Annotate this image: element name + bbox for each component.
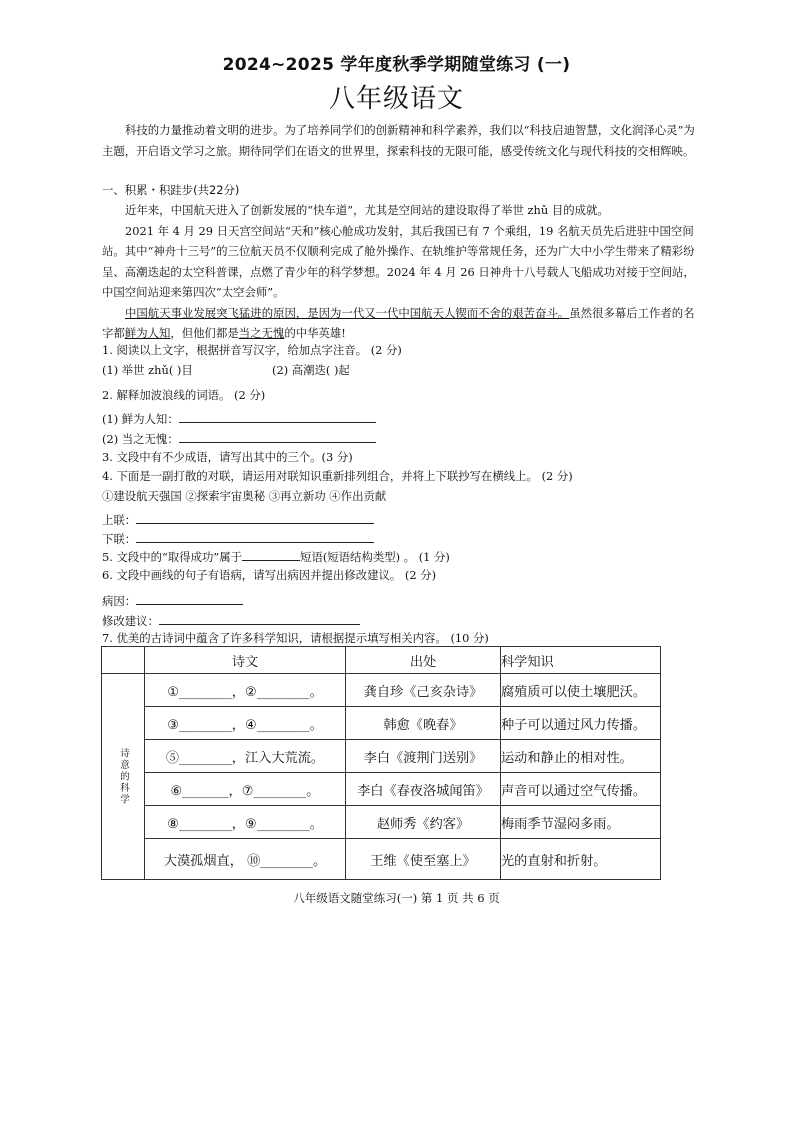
source-cell: 韩愈《晚春》 bbox=[346, 707, 501, 740]
science-cell: 梅雨季节湿闷多雨。 bbox=[501, 806, 661, 839]
poem-cell[interactable]: ⑥_______，⑦________。 bbox=[145, 773, 346, 806]
q5-text-b: 短语(短语结构类型) 。 (1 分) bbox=[300, 550, 450, 564]
q4-upper-label: 上联： bbox=[102, 513, 137, 527]
intro-paragraph bbox=[102, 120, 697, 161]
table-row bbox=[102, 740, 661, 773]
header-poem: 诗文 bbox=[145, 647, 346, 674]
question-5 bbox=[102, 547, 450, 566]
q1-item-1[interactable]: (1) 举世 zhǔ( )目 bbox=[102, 363, 193, 377]
header-science: 科学知识 bbox=[501, 647, 661, 674]
answer-blank[interactable] bbox=[179, 409, 376, 423]
table-corner-cell bbox=[102, 647, 145, 674]
passage-p3-text-b: ，但他们都是 bbox=[170, 326, 239, 340]
q2-item-1-label: (1) 鲜为人知： bbox=[102, 412, 179, 426]
poem-cell[interactable]: ⑧________，⑨________。 bbox=[145, 806, 346, 839]
question-1: 1. 阅读以上文字，根据拼音写汉字，给加点字注音。 (2 分) bbox=[102, 343, 402, 357]
q4-lower-label: 下联： bbox=[102, 532, 137, 546]
source-cell: 龚自珍《己亥杂诗》 bbox=[346, 674, 501, 707]
source-cell: 赵师秀《约客》 bbox=[346, 806, 501, 839]
question-3: 3. 文段中有不少成语，请写出其中的三个。(3 分) bbox=[102, 450, 353, 464]
science-cell: 腐殖质可以使土壤肥沃。 bbox=[501, 674, 661, 707]
poem-cell[interactable]: ③________，④________。 bbox=[145, 707, 346, 740]
wavy-word-1: 鲜为人知 bbox=[124, 326, 171, 340]
q5-text-a: 5. 文段中的“取得成功”属于 bbox=[102, 550, 243, 564]
table-row bbox=[102, 806, 661, 839]
science-cell: 种子可以通过风力传播。 bbox=[501, 707, 661, 740]
passage-p3-text-a: 虽然很多幕后工作者的名字都 bbox=[102, 305, 695, 340]
source-cell: 李白《春夜洛城闻笛》 bbox=[346, 773, 501, 806]
table-row bbox=[102, 674, 661, 707]
table-row bbox=[102, 773, 661, 806]
answer-blank[interactable] bbox=[136, 529, 374, 543]
exam-title: 2024~2025 学年度秋季学期随堂练习 (一) bbox=[222, 55, 571, 75]
intro-text: 科技的力量推动着文明的进步。为了培养同学们的创新精神和科学素养，我们以“科技启迪智慧，文化润泽心灵”为主题，开启语文学习之旅。期待同学们在语文的世界里，探索科技的无限可能，感受传统文化与现代科技的交相辉映。 bbox=[102, 123, 695, 158]
wavy-word-2: 当之无愧 bbox=[238, 326, 285, 340]
passage-p1: 近年来，中国航天进入了创新发展的“快车道”，尤其是空间站的建设取得了举世 zhǔ 目的成就。 bbox=[125, 203, 609, 217]
header-source: 出处 bbox=[346, 647, 501, 674]
passage-p2: 2021 年 4 月 29 日天宫空间站“天和”核心舱成功发射，其后我国已有 7 个乘组，19 名航天员先后进驻中国空间站。其中“神舟十三号”的三位航天员不仅顺利完成了舱外操作、在轨维护等常规任务，还为广大中小学生带来了精彩纷呈、高潮迭起的太空科普课，点燃了青少年的科学梦想。2024 年 4 月 26 日神舟十八号载人飞船成功对接于空间站，中国空间站迎来第四次“太空会师”。 bbox=[102, 223, 695, 299]
page-footer: 八年级语文随堂练习(一) 第 1 页 共 6 页 bbox=[293, 891, 500, 905]
table-side-label: 诗意的科学 bbox=[118, 747, 129, 806]
q6-cause-line bbox=[102, 591, 243, 610]
poem-cell[interactable]: ⑤________，江入大荒流。 bbox=[145, 740, 346, 773]
passage-p3 bbox=[102, 303, 697, 344]
q1-item-2[interactable]: (2) 高潮迭( )起 bbox=[272, 363, 350, 377]
q6-fix-label: 修改建议： bbox=[102, 614, 159, 628]
question-2: 2. 解释加波浪线的词语。 (2 分) bbox=[102, 388, 266, 402]
q2-item-2 bbox=[102, 429, 376, 448]
poem-cell[interactable]: ①________，②________。 bbox=[145, 674, 346, 707]
answer-blank[interactable] bbox=[179, 429, 376, 443]
table-row bbox=[102, 707, 661, 740]
table-side-label-cell bbox=[102, 674, 145, 880]
q2-item-1 bbox=[102, 409, 376, 428]
question-7: 7. 优美的古诗词中蕴含了许多科学知识，请根据提示填写相关内容。 (10 分) bbox=[102, 631, 489, 645]
answer-blank[interactable] bbox=[242, 547, 300, 561]
exam-subtitle: 八年级语文 bbox=[328, 84, 464, 114]
underlined-sentence: 中国航天事业发展突飞猛进的原因，是因为一代又一代中国航天人锲而不舍的艰苦奋斗。 bbox=[125, 305, 570, 320]
q4-lower-line bbox=[102, 529, 374, 548]
science-cell: 声音可以通过空气传播。 bbox=[501, 773, 661, 806]
q6-fix-line bbox=[102, 611, 360, 630]
poem-cell[interactable]: 大漠孤烟直， ⑩________。 bbox=[145, 839, 346, 880]
source-cell: 王维《使至塞上》 bbox=[346, 839, 501, 880]
science-cell: 光的直射和折射。 bbox=[501, 839, 661, 880]
answer-blank[interactable] bbox=[136, 510, 374, 524]
passage bbox=[102, 200, 697, 344]
passage-p3-text-c: 的中华英雄! bbox=[284, 326, 346, 340]
answer-blank[interactable] bbox=[136, 591, 243, 605]
q4-upper-line bbox=[102, 510, 374, 529]
table-header-row bbox=[102, 647, 661, 674]
science-cell: 运动和静止的相对性。 bbox=[501, 740, 661, 773]
q6-cause-label: 病因： bbox=[102, 594, 137, 608]
poem-science-table bbox=[101, 646, 661, 880]
question-4: 4. 下面是一副打散的对联，请运用对联知识重新排列组合，并将上下联抄写在横线上。 (2 分) bbox=[102, 469, 573, 483]
q2-item-2-label: (2) 当之无愧： bbox=[102, 432, 179, 446]
section-heading: 一、积累・积跬步(共22分) bbox=[102, 183, 240, 197]
question-6: 6. 文段中画线的句子有语病，请写出病因并提出修改建议。 (2 分) bbox=[102, 568, 437, 582]
answer-blank[interactable] bbox=[159, 611, 360, 625]
table-row bbox=[102, 839, 661, 880]
q4-options: ①建设航天强国 ②探索宇宙奥秘 ③再立新功 ④作出贡献 bbox=[102, 489, 387, 503]
source-cell: 李白《渡荆门送别》 bbox=[346, 740, 501, 773]
